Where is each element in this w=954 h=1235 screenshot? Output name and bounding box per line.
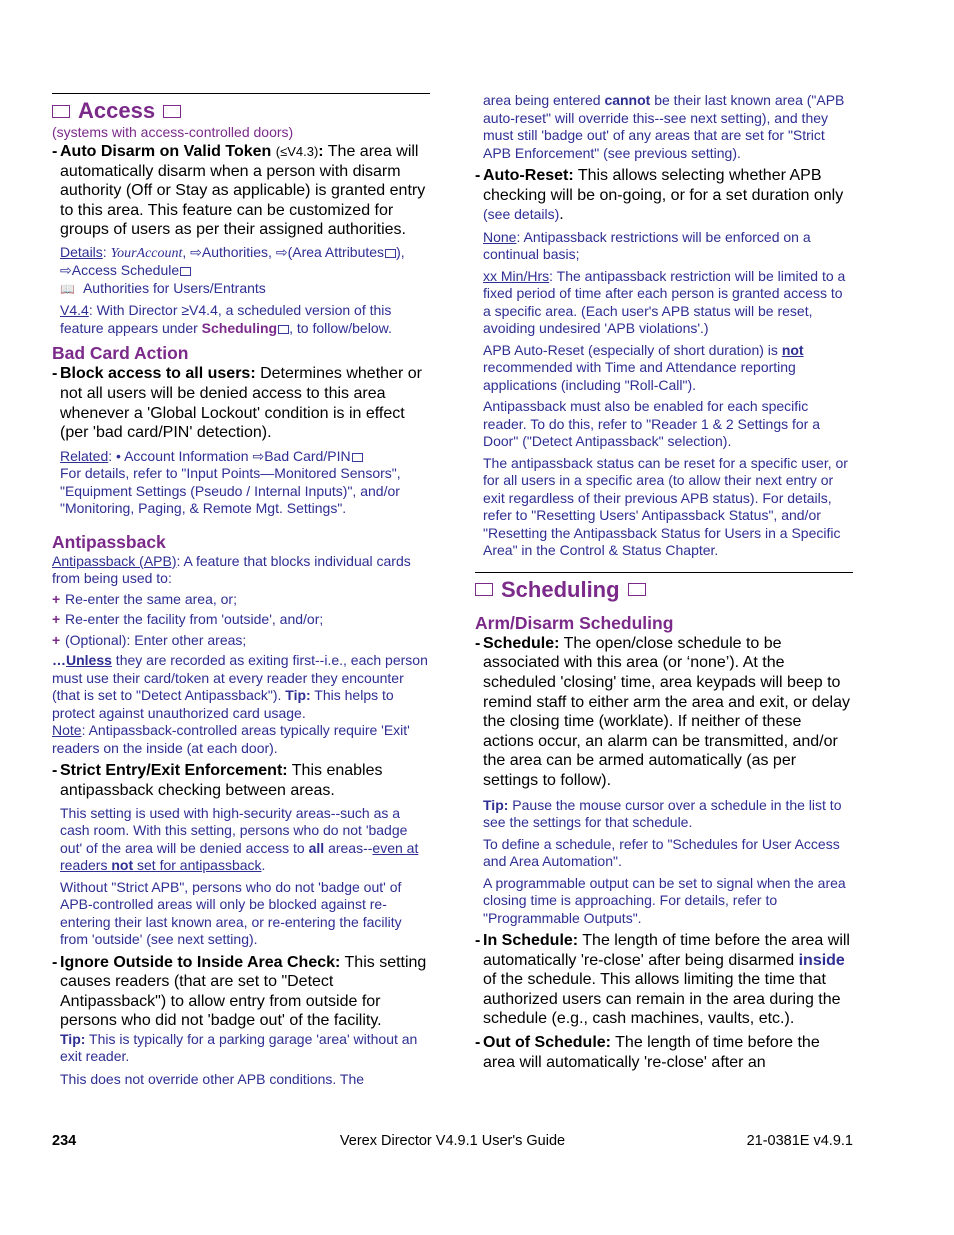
strict-note-not: not (111, 857, 134, 874)
tip-text: This is typically for a parking garage 'area' without an exit reader. (60, 1030, 418, 1065)
note-label: Note (52, 722, 82, 739)
bullet-dash: - (475, 634, 481, 652)
bullet-dash: - (52, 365, 58, 383)
none-option-note (483, 229, 853, 264)
strict-label: Strict Entry/Exit Enforcement: (60, 762, 288, 780)
auto-reset-label: Auto-Reset: (483, 167, 574, 184)
strict-note-all: all (308, 839, 325, 856)
section-heading-access (52, 98, 430, 124)
inside-word: inside (798, 951, 845, 969)
status-reset-note: The antipassback status can be reset for a specific user, or for all users in a specific area (to allow their next entry or exit regardless of their previous APB status). For details, refer to "Resetting Users' Antipassback Status", and/or "Resetting the Antipassback Status for Users in a Specific Area" in the Control & Status Chapter. (483, 454, 848, 559)
list-item (52, 591, 430, 609)
list-item (52, 611, 430, 629)
auto-disarm-text: The area will automatically disarm when a person with disarm authority (Off or Stay as applicable) is granted entry to this area. This feature can be customized for groups of users as per their assigned authorities. (60, 143, 426, 239)
plus-bullet: + (52, 631, 61, 648)
programmable-output-note: A programmable output can be set to signal when the area closing time is approaching. For details, refer to "Programmable Outputs". (483, 874, 846, 926)
auto-reset-text: This allows selecting whether APB checking will be on-going, or for a set duration only (483, 167, 844, 204)
block-access-item (52, 364, 430, 442)
auto-reset-item (475, 166, 853, 225)
strict-note-text: areas-- (324, 839, 373, 856)
bullet-dash: - (475, 1034, 481, 1051)
list-item-text: Re-enter the same area, or; (65, 590, 237, 607)
in-schedule-text: The length of time before the area will automatically 're-close' after being disarmed (483, 932, 850, 969)
tip-text: This helps to protect against unauthorized card usage. (52, 687, 394, 721)
v44-note (60, 302, 430, 337)
antipassback-heading: Antipassback (52, 531, 166, 552)
section-rule (475, 572, 853, 573)
v44-scheduling-link: Scheduling (201, 319, 278, 336)
related-path: : • Account Information ⇨Bad Card/PIN (108, 447, 351, 464)
strict-note-underlined: even at readers (60, 839, 419, 874)
arm-disarm-heading: Arm/Disarm Scheduling (475, 612, 674, 633)
guide-title: Verex Director V4.9.1 User's Guide (339, 1133, 566, 1149)
ignore-outside-text: This setting causes readers (that are set to "Detect Antipassback") to allow entry from outside for persons who did not 'badge out' of the facility. (60, 953, 427, 1030)
tip-label: Tip: (285, 687, 311, 704)
details-note (60, 244, 430, 299)
apb-definition (52, 553, 430, 588)
scheduling-title: Scheduling (501, 576, 620, 602)
unless-word: Unless (66, 652, 112, 669)
ignore-tip (60, 1031, 430, 1066)
plus-bullet: + (52, 590, 61, 607)
auto-reset-period: . (559, 206, 564, 224)
right-column (475, 92, 853, 1072)
folder-icon (628, 583, 646, 596)
folder-icon (180, 267, 191, 276)
bullet-dash: - (52, 762, 58, 780)
duration-label: xx Min/Hrs (483, 267, 550, 284)
tip-label: Tip: (483, 796, 509, 813)
duration-text: : The antipassback restriction will be limited to a fixed period of time after each person is granted access to a specific area. (Each user's APB status will be reset, avoiding undesired 'APB violations'.) (483, 267, 846, 337)
label-colon: : (318, 143, 324, 160)
folder-icon (278, 325, 289, 334)
auto-disarm-item (52, 142, 430, 240)
apb-definition-text: : A feature that blocks individual cards from being used to: (52, 552, 411, 587)
auto-disarm-label: Auto Disarm on Valid Token (60, 143, 272, 160)
see-details-link[interactable]: (see details) (483, 206, 560, 223)
out-of-schedule-item (475, 1033, 853, 1072)
in-schedule-item (475, 931, 853, 1029)
bullet-dash: - (52, 953, 58, 971)
schedule-tip (483, 797, 853, 832)
related-note (60, 448, 430, 518)
apb-definition-label: Antipassback (APB) (52, 552, 177, 569)
define-schedule-note: To define a schedule, refer to "Schedules for User Access and Area Automation". (483, 835, 840, 870)
folder-icon (163, 105, 181, 118)
strict-note-2: Without "Strict APB", persons who do not 'badge out' of APB-controlled areas will only be blocked against re-entering their last known area, or re-entering the facility from 'outside' (see next setting). (60, 878, 402, 948)
strict-item (52, 761, 430, 800)
access-title: Access (78, 98, 156, 123)
details-path-2: ), ⇨Access Schedule (60, 243, 405, 279)
schedule-text: The open/close schedule to be associated with this area (or ‘none’). At the scheduled 'closing' time, area keypads will beep to remind staff to either arm the area and exit, or delay the closing time (worklate). If neither of these actions occur, an alarm can be transmitted, and/or the area can be armed automatically (as per settings to follow). (483, 634, 851, 789)
book-icon: 📖 (60, 281, 75, 296)
strict-note-underlined: set for antipassback (133, 857, 262, 874)
document-id: 21-0381E v4.9.1 (746, 1133, 853, 1149)
apb-reset-warning (483, 342, 853, 395)
list-item-text: Re-enter the facility from 'outside', and/or; (65, 611, 324, 628)
warning-text: APB Auto-Reset (especially of short duration) is (483, 341, 782, 358)
folder-icon (385, 249, 396, 258)
folder-icon (52, 105, 70, 118)
details-label: Details (60, 243, 103, 260)
apb-continued-note (483, 92, 853, 162)
in-schedule-label: In Schedule: (483, 932, 579, 950)
list-item-text: (Optional): Enter other areas; (65, 631, 247, 648)
not-word: not (781, 341, 804, 358)
enable-reader-note: Antipassback must also be enabled for each specific reader. To do this, refer to "Reader 1 & 2 Settings for a Door" ("Detect Antipassback" selection). (483, 398, 821, 450)
plus-bullet: + (52, 611, 61, 628)
strict-note-period: . (261, 857, 266, 874)
v44-text-end: , to follow/below. (289, 319, 392, 336)
ignore-note: This does not override other APB conditions. The (60, 1070, 365, 1087)
warning-text: recommended with Time and Attendance reporting applications (including "Roll-Call"). (483, 359, 796, 393)
out-of-schedule-label: Out of Schedule: (483, 1034, 611, 1051)
out-of-schedule-text: The length of time before the area will automatically 're-close' after an (483, 1034, 820, 1071)
details-youraccount: YourAccount (110, 245, 183, 261)
page-number: 234 (52, 1133, 77, 1149)
bullet-dash: - (475, 167, 481, 184)
ellipsis: … (52, 652, 66, 669)
continued-text: be their last known area ("APB auto-reset" will override this--see next setting), and they must still 'badge out' of any areas that are set for "Strict APB Enforcement" (see previous setting). (483, 92, 845, 161)
duration-option-note (483, 268, 853, 338)
none-text: : Antipassback restrictions will be enforced on a continual basis; (483, 228, 811, 263)
list-item (52, 632, 430, 650)
none-label: None (483, 228, 517, 245)
block-access-label: Block access to all users: (60, 365, 256, 383)
block-access-text: Determines whether or not all users will be denied access to this area whenever a 'Global Lockout' condition is in effect (per 'bad card/PIN' detection). (60, 365, 422, 442)
related-label: Related (60, 447, 109, 464)
access-subtitle: (systems with access-controlled doors) (52, 124, 294, 140)
left-column (52, 93, 430, 1088)
v44-text: : With Director ≥V4.4, a scheduled version of this feature appears under (60, 302, 392, 336)
unless-text: they are recorded as exiting first--i.e., each person must use their card/token at every reader they encounter (that is set to "Detect Antipassback"). (52, 652, 428, 704)
strict-note-text: This setting is used with high-security areas--such as a cash room. With this setting, persons who do not 'badge out' of the area will be denied access to (60, 804, 408, 856)
strict-text: This enables antipassback checking between areas. (60, 762, 383, 799)
details-book-ref: Authorities for Users/Entrants (82, 279, 266, 296)
version-note: (≤V4.3) (275, 144, 319, 159)
section-rule (52, 93, 430, 94)
tip-text: Pause the mouse cursor over a schedule in the list to see the settings for that schedule. (483, 796, 842, 831)
folder-icon (352, 453, 363, 462)
related-details: For details, refer to "Input Points—Monitored Sensors", "Equipment Settings (Pseudo / Internal Inputs)", and/or "Monitoring, Paging, & Remote Mgt. Settings". (60, 465, 401, 517)
bullet-dash: - (52, 143, 58, 160)
tip-label: Tip: (60, 1030, 86, 1047)
continued-text: area being entered (483, 92, 605, 108)
cannot-word: cannot (604, 92, 651, 108)
schedule-label: Schedule: (483, 634, 560, 652)
in-schedule-text-end: of the schedule. This allows limiting the time that authorized users can remain in the area during the schedule (e.g., cash machines, vaults, etc.). (483, 971, 841, 1028)
v44-label: V4.4 (60, 302, 89, 319)
schedule-item (475, 634, 853, 791)
strict-note-1 (60, 805, 430, 875)
ignore-outside-item (52, 953, 430, 1031)
unless-note (52, 652, 430, 757)
bullet-dash: - (475, 932, 481, 950)
folder-icon (475, 583, 493, 596)
note-text: : Antipassback-controlled areas typically require 'Exit' readers on the inside (at each door). (52, 722, 410, 756)
details-path-1: , ⇨Authorities, ⇨(Area Attributes (182, 243, 385, 260)
ignore-outside-label: Ignore Outside to Inside Area Check: (60, 953, 341, 971)
bad-card-heading: Bad Card Action (52, 343, 189, 364)
section-heading-scheduling (475, 577, 853, 603)
details-colon: : (102, 243, 111, 260)
